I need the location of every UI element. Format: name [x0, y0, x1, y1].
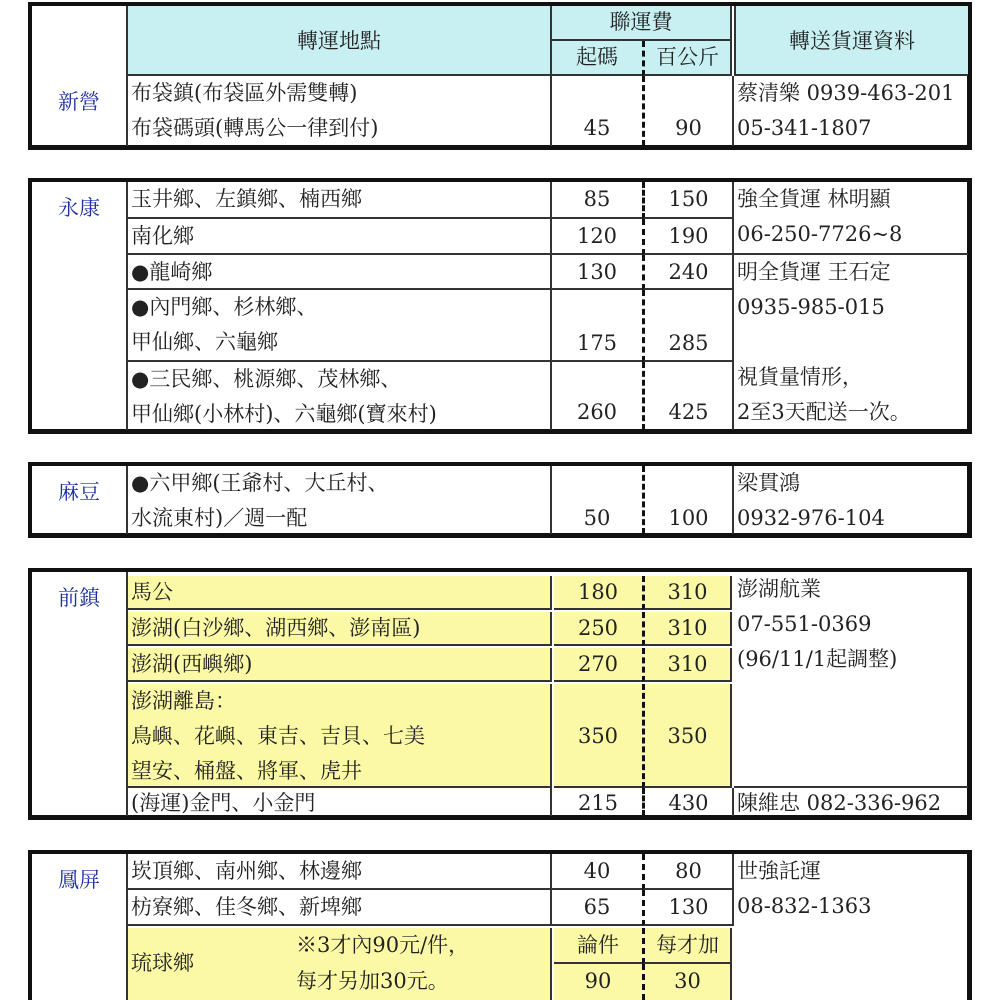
row-per100: [642, 219, 734, 255]
place-line-1: (海運)金門、小金門: [131, 791, 316, 815]
liuqiu-h-per: [642, 928, 732, 964]
liuqiu-h-base: [554, 928, 642, 964]
row-per100: [642, 788, 734, 816]
base-fee: 40: [583, 859, 611, 883]
header-base-label: 起碼: [576, 45, 618, 69]
group-label-qianzhen: 前鎮: [58, 586, 100, 610]
place-line-1: ●龍崎鄉: [131, 260, 213, 284]
row-per100: [642, 182, 734, 219]
per100-fee: 310: [667, 580, 708, 604]
per100-fee: 90: [675, 116, 702, 140]
header-base: [552, 41, 642, 76]
place-line-1: ●六甲鄉(王爺村、大丘村、: [131, 471, 389, 495]
carrier-line-2: 0935-985-015: [737, 295, 885, 319]
row-place: [128, 290, 552, 362]
carrier-line-2: 0932-976-104: [737, 506, 885, 530]
row-place: [128, 219, 552, 255]
group-label-xinying: 新營: [58, 90, 100, 114]
header-carrier-label: 轉送貨運資料: [789, 29, 915, 53]
base-fee: 260: [576, 400, 618, 424]
row-place: [128, 684, 552, 788]
row-base: [552, 76, 642, 146]
row-base: [552, 362, 642, 430]
base-fee: 250: [577, 616, 619, 640]
per100-fee: 425: [668, 400, 709, 424]
carrier-line-1: 強全貨運 林明顯: [737, 187, 891, 211]
place-line-1: 馬公: [131, 580, 173, 604]
carrier-info: [734, 854, 968, 1000]
row-per100: [642, 684, 732, 788]
place-line-1: 澎湖(白沙鄉、湖西鄉、澎南區): [131, 616, 421, 640]
per100-fee: 150: [668, 187, 709, 211]
per100-fee: 430: [668, 791, 709, 815]
carrier-line-3: [734, 325, 968, 360]
liuqiu-per: [642, 964, 732, 1000]
per100-fee: 350: [667, 724, 708, 748]
header-location: [126, 6, 552, 76]
carrier-line-3: (96/11/1起調整): [737, 647, 898, 671]
row-place: [128, 576, 552, 610]
carrier-info-b: [734, 788, 968, 816]
table-block-fengping: [28, 850, 972, 1000]
per100-fee: 100: [668, 506, 709, 530]
base-fee: 270: [577, 652, 619, 676]
row-per100: [642, 466, 734, 534]
base-fee: 130: [576, 260, 618, 284]
liuqiu-place: [128, 928, 552, 1000]
row-per100: [642, 890, 734, 926]
header-location-label: 轉運地點: [297, 29, 381, 53]
row-base: [552, 290, 642, 362]
row-base: [554, 788, 642, 816]
row-place: [128, 612, 552, 646]
place-line-2: 甲仙鄉、六龜鄉: [131, 330, 278, 354]
base-fee: 90: [584, 969, 612, 993]
per100-fee: 310: [667, 652, 708, 676]
place-line-1: 南化鄉: [131, 224, 194, 248]
carrier-line-1: 世強託運: [737, 859, 821, 883]
row-base: [552, 219, 642, 255]
base-fee: 175: [576, 331, 618, 355]
row-place: [128, 890, 552, 926]
carrier-line-4: 視貨量情形，: [737, 365, 863, 389]
place-line-2: 鳥嶼、花嶼、東吉、吉貝、七美: [131, 724, 425, 748]
per100-fee: 80: [675, 859, 702, 883]
carrier-line-2: 05-341-1807: [737, 116, 872, 140]
row-per100: [642, 612, 732, 646]
carrier-line-1: 蔡清樂 0939-463-201: [737, 81, 955, 105]
group-label-fengping: 鳳屏: [58, 868, 100, 892]
place-line-1: 玉井鄉、左鎮鄉、楠西鄉: [131, 187, 362, 211]
row-per100: [642, 255, 734, 290]
place-line-1: 澎湖(西嶼鄉): [131, 652, 253, 676]
row-base: [552, 890, 642, 926]
base-fee: 45: [583, 116, 611, 140]
carrier-line-1: 陳維忠 082-336-962: [737, 791, 942, 815]
row-per100: [642, 854, 734, 890]
per100-fee: 130: [668, 895, 709, 919]
row-place: [128, 182, 552, 219]
base-fee: 50: [583, 506, 611, 530]
place-line-1: 崁頂鄉、南州鄉、林邊鄉: [131, 859, 362, 883]
row-place: [128, 648, 552, 682]
row-per100: [642, 290, 734, 362]
row-base: [552, 255, 642, 290]
place-line-1: ●內門鄉、杉林鄉、: [131, 295, 318, 319]
base-fee: 215: [577, 791, 619, 815]
row-base: [554, 612, 642, 646]
row-base: [552, 466, 642, 534]
table-block-qianzhen: [28, 568, 972, 820]
row-base: [552, 182, 642, 219]
liuqiu-h-base-label: 論件: [577, 933, 619, 957]
table-block-xinying: [28, 2, 972, 150]
row-base: [554, 648, 642, 682]
per100-fee: 190: [668, 224, 709, 248]
carrier-info-b: [734, 255, 968, 430]
base-fee: 180: [577, 580, 619, 604]
row-place: [128, 362, 552, 430]
row-per100: [642, 648, 732, 682]
carrier-info: [734, 466, 968, 534]
carrier-info-a: [734, 182, 968, 255]
header-carrier: [734, 6, 968, 76]
place-line-1: ●三民鄉、桃源鄉、茂林鄉、: [131, 367, 402, 391]
header-per100-label: 百公斤: [656, 45, 719, 69]
per100-fee: 30: [674, 969, 701, 993]
row-per100: [642, 362, 734, 430]
row-base: [552, 854, 642, 890]
carrier-line-2: 08-832-1363: [737, 894, 872, 918]
row-per100: [642, 76, 734, 146]
liuqiu-h-per-label: 每才加: [656, 933, 719, 957]
place-line-3: 望安、桶盤、將軍、虎井: [131, 759, 362, 783]
header-fee-label: 聯運費: [609, 10, 673, 34]
base-fee: 65: [583, 895, 611, 919]
row-base: [554, 684, 642, 788]
row-place: [128, 255, 552, 290]
row-place: [126, 76, 552, 146]
table-block-madou: [28, 462, 972, 538]
carrier-info: [734, 76, 968, 146]
row-base: [554, 576, 642, 610]
row-place: [128, 854, 552, 890]
row-place: [128, 788, 552, 816]
carrier-line-1: 明全貨運 王石定: [737, 260, 891, 284]
place-line-2: 水流東村)／週一配: [131, 506, 308, 530]
group-label-yongkang: 永康: [58, 196, 100, 220]
carrier-line-5: 2至3天配送一次。: [737, 400, 911, 424]
base-fee: 350: [577, 724, 619, 748]
place-line-1: 枋寮鄉、佳冬鄉、新埤鄉: [131, 895, 362, 919]
table-block-yongkang: [28, 178, 972, 434]
carrier-line-1: 澎湖航業: [737, 577, 821, 601]
per100-fee: 310: [667, 616, 708, 640]
header-fee: [552, 6, 732, 41]
base-fee: 120: [576, 224, 618, 248]
row-place: [126, 466, 552, 534]
carrier-line-2: 07-551-0369: [737, 612, 872, 636]
row-per100: [642, 576, 732, 610]
place-line-2: 甲仙鄉(小林村)、六龜鄉(寶來村): [131, 402, 437, 426]
carrier-line-1: 梁貫鴻: [737, 471, 800, 495]
header-per100: [642, 41, 732, 76]
liuqiu-note-2: 每才另加30元。: [296, 969, 449, 993]
liuqiu-note-1: ※3才內90元/件，: [296, 933, 470, 957]
carrier-line-2: 06-250-7726~8: [737, 222, 903, 246]
per100-fee: 240: [668, 260, 709, 284]
group-label-madou: 麻豆: [58, 480, 100, 504]
place-line-1: 布袋鎮(布袋區外需雙轉): [131, 81, 358, 105]
liuqiu-base: [554, 964, 642, 1000]
base-fee: 85: [583, 187, 611, 211]
liuqiu-label: 琉球鄉: [131, 951, 194, 975]
carrier-info-a: [734, 572, 968, 788]
place-line-1: 澎湖離島：: [131, 689, 236, 713]
place-line-2: 布袋碼頭(轉馬公一律到付): [131, 116, 379, 140]
per100-fee: 285: [668, 331, 709, 355]
